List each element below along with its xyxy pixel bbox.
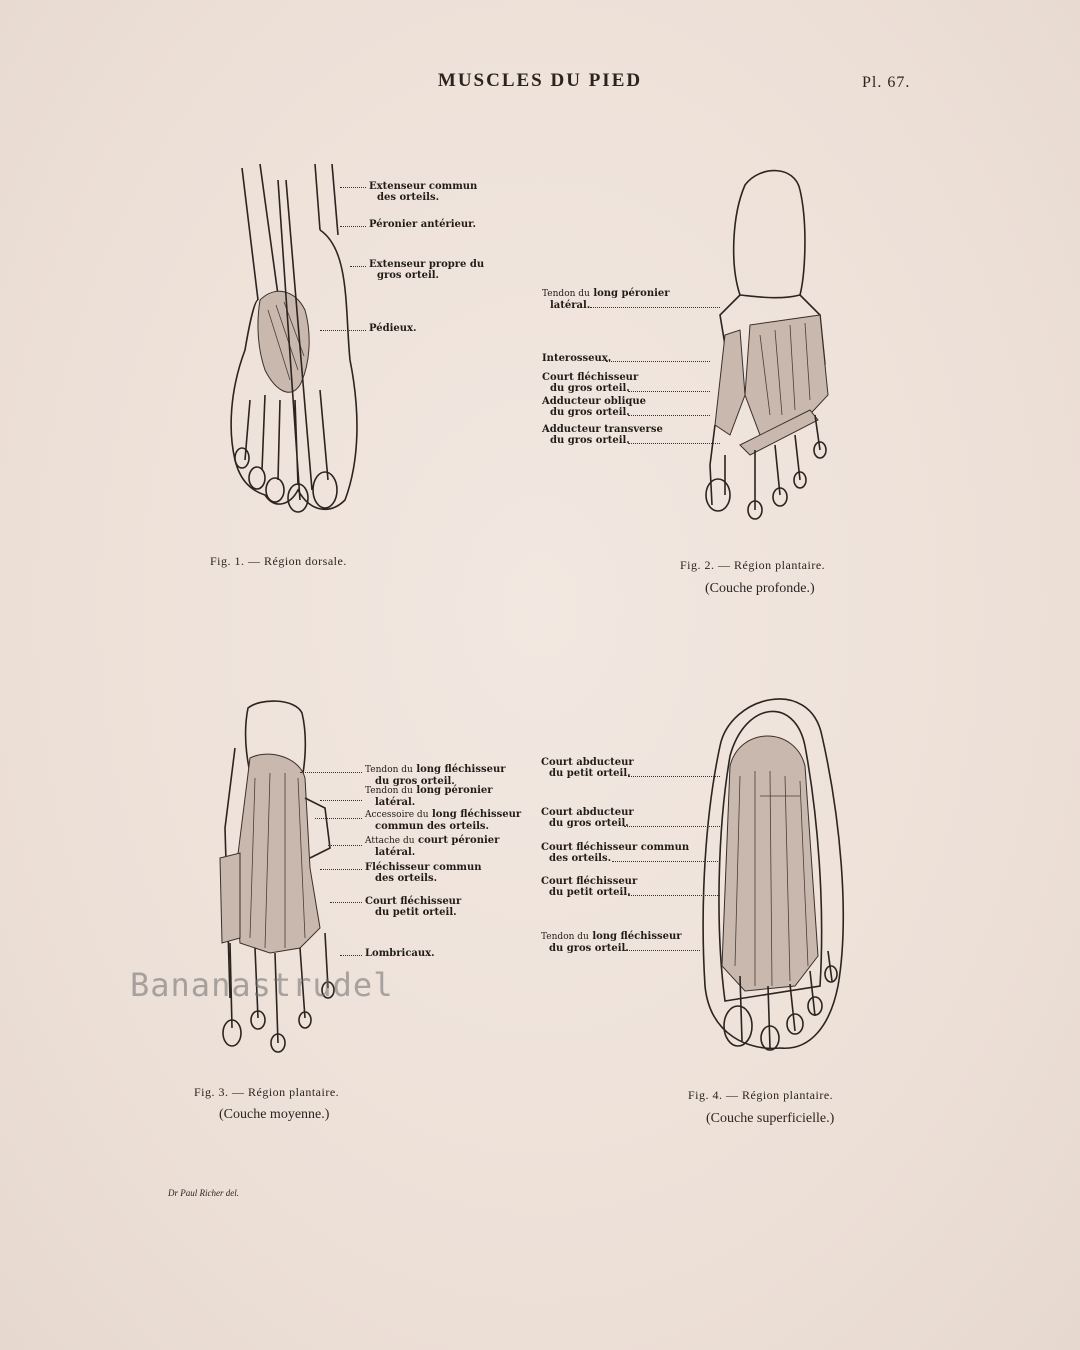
fig4-label-tendon-long-flechisseur: Tendon du long fléchisseur du gros orteil. [541,931,682,954]
fig4-label-court-abducteur-petit: Court abducteur du petit orteil. [541,757,634,779]
plate-number: Pl. 67. [862,74,911,91]
fig3-label-attache-court-peronier: Attache du court péronier latéral. [365,835,500,858]
fig3-label-tendon-long-flechisseur: Tendon du long fléchisseur du gros orteil. [365,764,506,787]
fig1-foot-illustration [220,160,370,520]
fig2-label-tendon-long-peronier: Tendon du long péronier latéral. [542,288,670,311]
fig1-label-extenseur-commun: Extenseur commun des orteils. [369,181,478,203]
fig2-caption: Fig. 2. — Région plantaire. [680,558,826,572]
fig1-label-peronier-anterieur: Péronier antérieur. [369,219,476,230]
fig2-label-adducteur-transverse: Adducteur transverse du gros orteil. [542,424,663,446]
fig4-foot-illustration [700,686,850,1056]
fig3-caption: Fig. 3. — Région plantaire. [194,1085,340,1099]
fig1-caption: Fig. 1. — Région dorsale. [210,554,347,568]
fig3-label-court-flechisseur-petit: Court fléchisseur du petit orteil. [365,896,462,918]
fig2-label-adducteur-oblique: Adducteur oblique du gros orteil. [542,396,646,418]
fig1-label-pedieux: Pédieux. [369,323,417,334]
artist-credit: Dr Paul Richer del. [168,1188,239,1198]
fig3-label-accessoire: Accessoire du long fléchisseur commun des orteils. [365,809,522,832]
fig2-foot-illustration [700,165,840,525]
watermark: Bananastrudel [130,966,394,1004]
fig4-subcaption: (Couche superficielle.) [706,1111,835,1126]
fig4-label-court-abducteur-gros: Court abducteur du gros orteil. [541,807,634,829]
fig3-label-lombricaux: Lombricaux. [365,948,435,959]
fig2-subcaption: (Couche profonde.) [705,581,815,596]
fig4-label-court-flechisseur-commun: Court fléchisseur commun des orteils. [541,842,690,864]
page-title: MUSCLES DU PIED [437,70,643,91]
fig3-subcaption: (Couche moyenne.) [219,1107,330,1122]
fig3-label-tendon-long-peronier: Tendon du long péronier latéral. [365,785,493,808]
fig3-label-flechisseur-commun: Fléchisseur commun des orteils. [365,862,482,884]
fig3-foot-illustration [210,698,350,1058]
fig2-label-court-flechisseur: Court fléchisseur du gros orteil. [542,372,639,394]
fig4-label-court-flechisseur-petit: Court fléchisseur du petit orteil. [541,876,638,898]
fig4-caption: Fig. 4. — Région plantaire. [688,1088,834,1102]
fig2-label-interosseux: Interosseux. [542,353,612,364]
fig1-label-extenseur-propre: Extenseur propre du gros orteil. [369,259,485,281]
